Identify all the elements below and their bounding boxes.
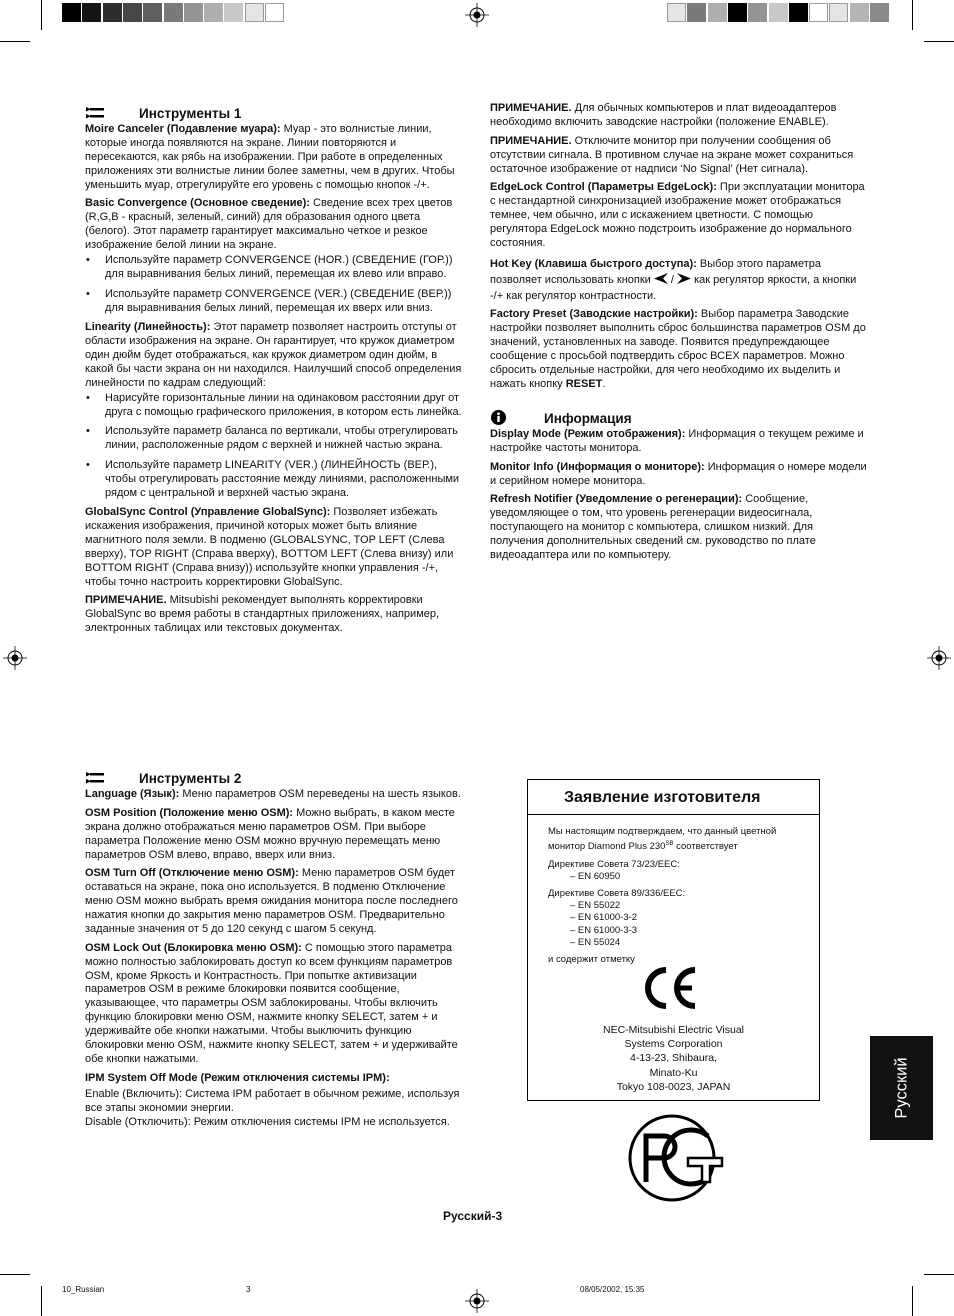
color-swatch xyxy=(870,3,889,22)
color-swatch xyxy=(708,3,727,22)
crop-mark xyxy=(924,1274,954,1275)
factory-preset-paragraph: Factory Preset (Заводские настройки): Выбор параметра Заводские настройки позволяет выполнить сброс большинства параметров OSM до значений, установленных на заводе. Появится предупреждающее сообщение с просьбой подтвердить сброс ВСЕХ параметров. Можно сбросить отдельные настройки, для чего необходимо их выделить и нажать кнопку RESET. xyxy=(490,308,866,391)
info-heading xyxy=(490,410,868,427)
osm-lockout-paragraph: OSM Lock Out (Блокировка меню OSM): С помощью этого параметра можно полностью заблокировать доступ ко всем функциям параметров OSM, кроме Яркость и Контрастность. При попытке активизации параметров OSM в режиме блокировки появится сообщение, указывающее, что параметры OSM заблокированы. Чтобы включить функцию блокировки меню OSM, нажмите кнопку SELECT, затем + и удерживайте обе кнопки нажатыми. Чтобы выключить функцию блокировки меню OSM, нажмите кнопку SELECT, затем + и удерживайте обе кнопки нажатыми. xyxy=(85,941,458,1066)
linearity-paragraph: Linearity (Линейность): Этот параметр позволяет настроить отступы от области изображения на экране. Он гарантирует, что кружок диаметром один дюйм будет отображаться, как кружок диаметром один дюйм, в какой бы части экрана он ни находился. Наилучший способ определения линейности по кадрам следующий: xyxy=(85,321,462,389)
color-swatch xyxy=(103,3,122,22)
page-number: Русский-3 xyxy=(443,1209,503,1223)
note1-paragraph: ПРИМЕЧАНИЕ. Для обычных компьютеров и плат видеоадаптеров необходимо включить заводские настройки (положение ENABLE). xyxy=(490,102,837,128)
arrow-left-icon xyxy=(654,273,668,284)
color-swatch xyxy=(789,3,808,22)
refresh-notifier-paragraph: Refresh Notifier (Уведомление о регенерации): Сообщение, уведомляющее о том, что уровень регенерации видеосигнала, поступающего на монитор с компьютера, слишком низкий. Для получения дополнительных сведений см. руководство по плате видеоадаптера или по компьютеру. xyxy=(490,493,816,561)
language-tab xyxy=(870,1036,933,1140)
tools-icon xyxy=(86,107,104,119)
color-swatch xyxy=(748,3,767,22)
hotkey-paragraph: Hot Key (Клавиша быстрого доступа): Выбор этого параметра позволяет использовать кнопки / как регулятор яркости, а кнопки -/+ как регулятор контрастности. xyxy=(490,257,857,302)
gost-r-mark-icon xyxy=(626,1112,724,1204)
arrow-right-icon xyxy=(677,273,691,284)
edgelock-paragraph: EdgeLock Control (Параметры EdgeLock): При эксплуатации монитора с нестандартной синхронизацией изображение может отображаться темнее, чем обычно, или с искажением цветности. С помощью регулятора EdgeLock можно подстроить изображение до нормального состояния. xyxy=(490,181,865,249)
list-item: • Используйте параметр CONVERGENCE (VER.) (СВЕДЕНИЕ (ВЕР.)) для выравнивания белых линий, перемещая их вверх или вниз. xyxy=(85,288,463,316)
monitor-info-paragraph: Monitor Info (Информация о мониторе): Информация о номере модели и серийном номере монитора. xyxy=(490,460,867,487)
display-mode-paragraph: Display Mode (Режим отображения): Информация о текущем режиме и настройке частоты монитора. xyxy=(490,428,864,454)
color-swatch xyxy=(667,3,686,22)
osm-position-paragraph: OSM Position (Положение меню OSM): Можно выбрать, в каком месте экрана должно отображаться меню параметров OSM. При выборе параметра Положение меню OSM можно вручную перемещать меню параметров OSM влево, вправо, вверх или вниз. xyxy=(85,806,455,861)
list-item: • Используйте параметр LINEARITY (VER.) (ЛИНЕЙНОСТЬ (ВЕР.), чтобы отрегулировать расстояние между линиями, расположенными рядом с центральной и верхней частью экрана. xyxy=(85,459,463,501)
color-swatch xyxy=(184,3,203,22)
color-swatch xyxy=(769,3,788,22)
right-column xyxy=(490,102,868,568)
registration-mark-bottom-icon xyxy=(465,1289,489,1313)
crop-mark xyxy=(0,41,30,42)
ipm-enable: Enable (Включить): Система IPM работает в обычном режиме, используя все этапы экономии энергии. xyxy=(85,1087,460,1114)
color-bar-left xyxy=(62,0,286,26)
ce-mark-icon xyxy=(640,965,698,1011)
crop-mark xyxy=(41,1286,42,1316)
color-swatch xyxy=(850,3,869,22)
crop-mark xyxy=(41,0,42,30)
globalsync-paragraph: GlobalSync Control (Управление GlobalSync): Позволяет избежать искажения изображения, причиной которых может быть влияние магнитного поля земли. В подменю (GLOBALSYNC, TOP LEFT (Слева вверху), TOP RIGHT (Справа вверху), BOTTOM LEFT (Слева внизу) или BOTTOM RIGHT (Справа внизу)) используйте кнопки управления -/+, чтобы точно настроить корректировки GlobalSync. xyxy=(85,506,454,588)
convergence-paragraph: Basic Convergence (Основное сведение): Сведение всех трех цветов (R,G,B - красный, зеленый, синий) для образования одного цвета (белого). Этот параметр гарантирует максимально четкое и резкое изображение белой линии на экране. xyxy=(85,197,453,252)
globalsync-note: ПРИМЕЧАНИЕ. Mitsubishi рекомендует выполнять корректировки GlobalSync во время работы в стандартных приложениях, например, электронных таблицах или текстовых документах. xyxy=(85,594,440,635)
color-swatch xyxy=(829,3,848,22)
linearity-list xyxy=(85,392,463,501)
info-title: Информация xyxy=(544,411,632,426)
crop-mark xyxy=(924,41,954,42)
registration-mark-left-icon xyxy=(3,646,27,670)
mark-text: и содержит отметку xyxy=(548,953,635,965)
language-paragraph: Language (Язык): Меню параметров OSM переведены на шесть языков. xyxy=(85,788,461,800)
moire-paragraph: Moire Canceler (Подавление муара): Муар - это волнистые линии, которые иногда появляются на экране. Линии повторяются и пересекаются, как рябь на изображении. При работе в определенных приложениях эти волнистые линии более заметны, чем в других. Чтобы уменьшить муар, отрегулируйте его уровень с помощью кнопок -/+. xyxy=(85,123,455,191)
directive-1: Директиве Совета 73/23/EEC: – EN 60950 xyxy=(548,858,680,882)
info-icon xyxy=(491,410,506,425)
list-item: • Нарисуйте горизонтальные линии на одинаковом расстоянии друг от друга с помощью графического приложения, в котором есть линейка. xyxy=(85,392,463,420)
tools1-title: Инструменты 1 xyxy=(139,106,242,121)
color-swatch xyxy=(265,3,284,22)
tools-icon xyxy=(86,772,104,784)
convergence-list xyxy=(85,254,463,315)
color-swatch xyxy=(728,3,747,22)
color-swatch xyxy=(62,3,81,22)
list-item: • Используйте параметр баланса по вертикали, чтобы отрегулировать линии, расположенные рядом с верхней и нижней частью экрана. xyxy=(85,425,463,453)
tools1-heading xyxy=(85,105,463,122)
registration-mark-top-icon xyxy=(465,3,489,27)
color-swatch xyxy=(82,3,101,22)
list-item: • Используйте параметр CONVERGENCE (HOR.) (СВЕДЕНИЕ (ГОР.)) для выравнивания белых линий, перемещая их влево или вправо. xyxy=(85,254,463,282)
color-bar-right xyxy=(667,0,891,26)
crop-mark xyxy=(0,1274,30,1275)
note2-paragraph: ПРИМЕЧАНИЕ. Отключите монитор при получении сообщения об отсутствии сигнала. В противном случае на экране может сохраниться остаточное изображение от надписи ‘No Signal’ (Нет сигнала). xyxy=(490,134,854,175)
left-column-tools2 xyxy=(85,770,463,1134)
language-tab-label: Русский xyxy=(892,1057,910,1119)
registration-mark-right-icon xyxy=(927,646,951,670)
crop-mark xyxy=(912,0,913,30)
footer-page: 3 xyxy=(246,1285,251,1294)
osm-turnoff-paragraph: OSM Turn Off (Отключение меню OSM): Меню параметров OSM будет оставаться на экране, пока оно используется. В подменю Отключение меню OSM можно выбрать время ожидания монитора после последнего нажатия кнопки до закрытия меню параметров OSM. Предварительно заданные значения от 5 до 120 секунд с шагом 5 секунд. xyxy=(85,867,458,935)
tools2-title: Инструменты 2 xyxy=(139,771,242,786)
color-swatch xyxy=(164,3,183,22)
directive-2: Директиве Совета 89/336/EEC: – EN 55022 – EN 61000-3-2 – EN 61000-3-3 – EN 55024 xyxy=(548,887,686,948)
ipm-heading: IPM System Off Mode (Режим отключения системы IPM): xyxy=(85,1071,390,1084)
footer-date: 08/05/2002, 15:35 xyxy=(580,1285,645,1294)
color-swatch xyxy=(224,3,243,22)
manufacturer-address: NEC-Mitsubishi Electric Visual Systems Corporation 4-13-23, Shibaura, Minato-Ku Tokyo 108-0023, JAPAN xyxy=(602,1024,744,1093)
declaration-body xyxy=(548,826,808,971)
color-swatch xyxy=(809,3,828,22)
color-swatch xyxy=(143,3,162,22)
color-swatch xyxy=(245,3,264,22)
left-column xyxy=(85,105,463,641)
ipm-disable: Disable (Отключить): Режим отключения системы IPM не используется. xyxy=(85,1115,450,1128)
declaration-title: Заявление изготовителя xyxy=(528,780,819,815)
crop-mark xyxy=(912,1286,913,1316)
manufacturer-declaration xyxy=(527,779,820,1101)
color-swatch xyxy=(123,3,142,22)
declaration-intro: Мы настоящим подтверждаем, что данный цветной монитор Diamond Plus $230^{SB}$ соответствует xyxy=(548,826,777,853)
color-swatch xyxy=(687,3,706,22)
tools2-heading xyxy=(85,770,463,787)
color-swatch xyxy=(204,3,223,22)
footer-file: 10_Russian xyxy=(62,1285,105,1294)
